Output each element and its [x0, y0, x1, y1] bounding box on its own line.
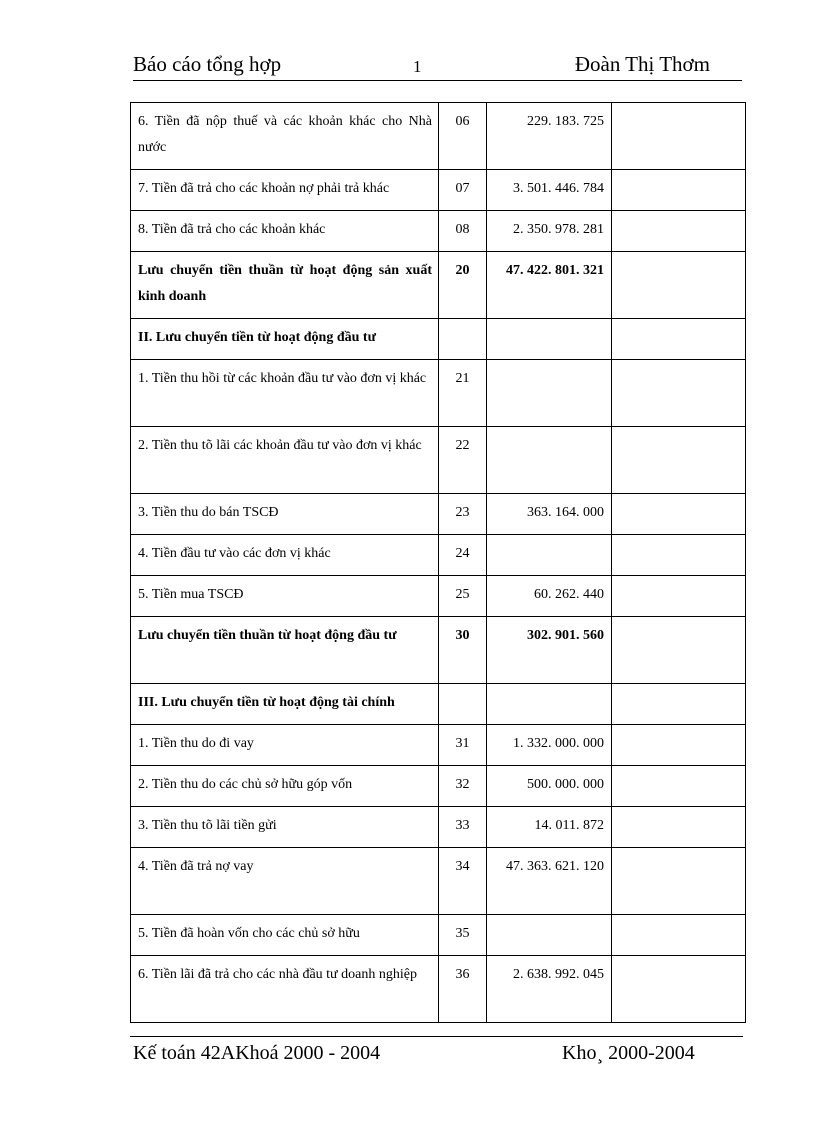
table-row: [131, 725, 746, 766]
row-code: 06: [439, 103, 487, 170]
table-row: [131, 956, 746, 1023]
row-code: 22: [439, 427, 487, 494]
row-amount: 60. 262. 440: [487, 576, 612, 617]
header-author: Đoàn Thị Thơm: [574, 52, 710, 76]
row-description: 3. Tiền thu do bán TSCĐ: [131, 494, 439, 535]
row-description: 6. Tiền đã nộp thuế và các khoản khác cho Nhà nước: [131, 103, 439, 170]
row-note: [612, 170, 746, 211]
table-row: [131, 915, 746, 956]
row-description: 8. Tiền đã trả cho các khoản khác: [131, 211, 439, 252]
table-row: [131, 103, 746, 170]
row-note: [612, 766, 746, 807]
row-code: 33: [439, 807, 487, 848]
header-title: Báo cáo tổng hợp: [133, 52, 282, 76]
row-note: [612, 360, 746, 427]
row-note: [612, 211, 746, 252]
footer-divider: [130, 1036, 743, 1037]
table-row: [131, 360, 746, 427]
cash-flow-table: [130, 102, 746, 1023]
row-code: 25: [439, 576, 487, 617]
row-description: 1. Tiền thu hồi từ các khoản đầu tư vào đơn vị khác: [131, 360, 439, 427]
row-note: [612, 725, 746, 766]
row-amount: 2. 638. 992. 045: [487, 956, 612, 1023]
table-row: [131, 170, 746, 211]
row-note: [612, 319, 746, 360]
row-amount: 2. 350. 978. 281: [487, 211, 612, 252]
row-note: [612, 576, 746, 617]
row-amount: [487, 535, 612, 576]
row-description: 1. Tiền thu do đi vay: [131, 725, 439, 766]
row-code: 34: [439, 848, 487, 915]
row-code: 35: [439, 915, 487, 956]
page-number: 1: [413, 57, 422, 76]
row-description: 4. Tiền đầu tư vào các đơn vị khác: [131, 535, 439, 576]
table-row: [131, 494, 746, 535]
table-row: [131, 617, 746, 684]
row-amount: [487, 915, 612, 956]
page-header: [133, 50, 742, 81]
table-row: [131, 211, 746, 252]
table-row: [131, 535, 746, 576]
table-row: [131, 427, 746, 494]
row-description: 4. Tiền đã trả nợ vay: [131, 848, 439, 915]
row-note: [612, 494, 746, 535]
row-description: Lưu chuyển tiền thuần từ hoạt động đầu tư: [131, 617, 439, 684]
row-code: 24: [439, 535, 487, 576]
row-amount: [487, 427, 612, 494]
row-note: [612, 252, 746, 319]
row-description: III. Lưu chuyển tiền từ hoạt động tài chính: [131, 684, 439, 725]
cash-flow-table-body: [131, 103, 746, 1023]
row-amount: 500. 000. 000: [487, 766, 612, 807]
row-description: 2. Tiền thu do các chủ sở hữu góp vốn: [131, 766, 439, 807]
row-description: Lưu chuyển tiền thuần từ hoạt động sản xuất kinh doanh: [131, 252, 439, 319]
row-note: [612, 915, 746, 956]
row-code: 07: [439, 170, 487, 211]
row-description: 2. Tiền thu tõ lãi các khoản đầu tư vào đơn vị khác: [131, 427, 439, 494]
table-row: [131, 766, 746, 807]
row-code: 32: [439, 766, 487, 807]
row-description: 6. Tiền lãi đã trả cho các nhà đầu tư doanh nghiệp: [131, 956, 439, 1023]
table-row: [131, 807, 746, 848]
row-note: [612, 848, 746, 915]
row-description: II. Lưu chuyển tiền từ hoạt động đầu tư: [131, 319, 439, 360]
table-row: [131, 252, 746, 319]
row-amount: [487, 319, 612, 360]
row-note: [612, 807, 746, 848]
row-amount: [487, 684, 612, 725]
row-amount: 363. 164. 000: [487, 494, 612, 535]
row-code: [439, 319, 487, 360]
row-description: 7. Tiền đã trả cho các khoản nợ phải trả khác: [131, 170, 439, 211]
row-amount: 14. 011. 872: [487, 807, 612, 848]
table-row: [131, 319, 746, 360]
row-description: 3. Tiền thu tõ lãi tiền gửi: [131, 807, 439, 848]
table-row: [131, 684, 746, 725]
row-note: [612, 427, 746, 494]
footer-left: Kế toán 42AKhoá 2000 - 2004: [133, 1042, 381, 1064]
row-amount: [487, 360, 612, 427]
table-row: [131, 848, 746, 915]
row-note: [612, 103, 746, 170]
row-amount: 1. 332. 000. 000: [487, 725, 612, 766]
row-description: 5. Tiền mua TSCĐ: [131, 576, 439, 617]
row-code: 21: [439, 360, 487, 427]
row-amount: 47. 363. 621. 120: [487, 848, 612, 915]
row-code: 30: [439, 617, 487, 684]
row-amount: 302. 901. 560: [487, 617, 612, 684]
row-code: 23: [439, 494, 487, 535]
row-code: 31: [439, 725, 487, 766]
table-row: [131, 576, 746, 617]
row-amount: 3. 501. 446. 784: [487, 170, 612, 211]
row-description: 5. Tiền đã hoàn vốn cho các chủ sở hữu: [131, 915, 439, 956]
row-note: [612, 956, 746, 1023]
row-note: [612, 617, 746, 684]
row-code: 08: [439, 211, 487, 252]
row-code: 20: [439, 252, 487, 319]
row-note: [612, 535, 746, 576]
row-note: [612, 684, 746, 725]
row-code: [439, 684, 487, 725]
row-amount: 229. 183. 725: [487, 103, 612, 170]
footer-right: Kho¸ 2000-2004: [562, 1042, 695, 1064]
row-code: 36: [439, 956, 487, 1023]
row-amount: 47. 422. 801. 321: [487, 252, 612, 319]
